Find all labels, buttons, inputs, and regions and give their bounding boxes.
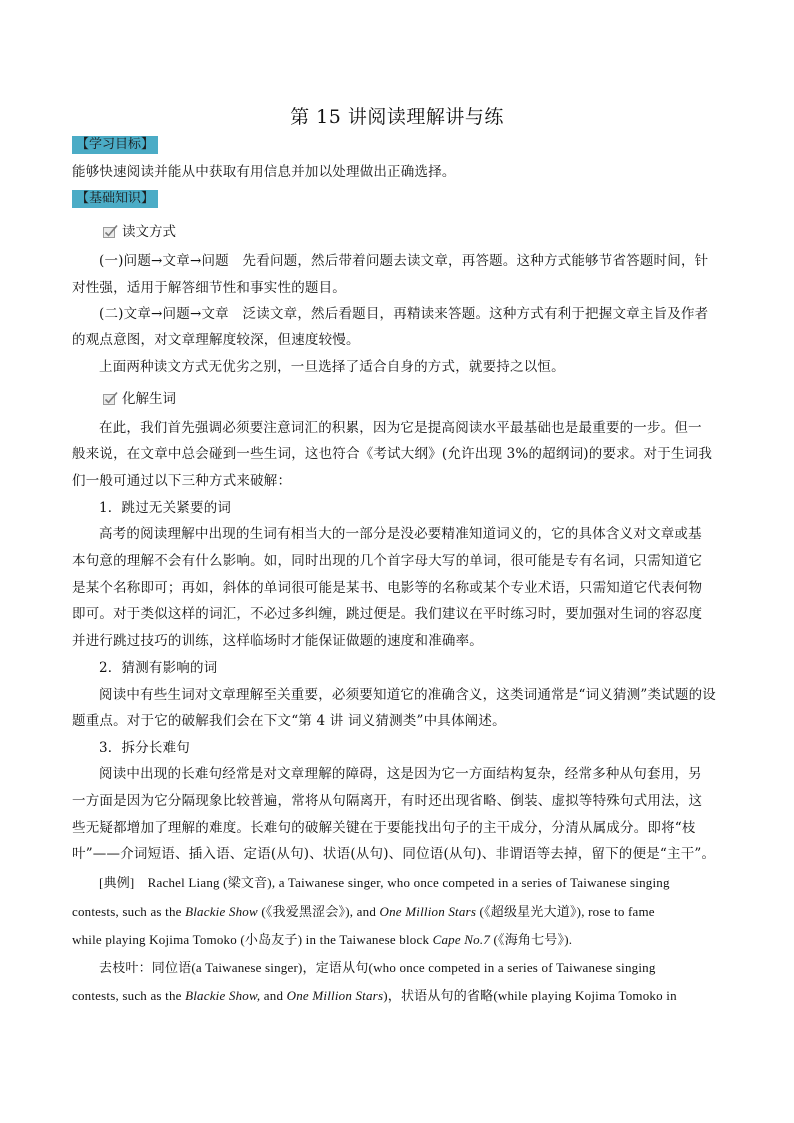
analysis-line: contests, such as the Blackie Show, and One Million Stars)，状语从句的省略(while playing Kojima Tomoko in	[72, 988, 677, 1003]
paragraph-line: (二)文章→问题→文章 泛读文章，然后看题目，再精读来答题。这种方式有利于把握文章主旨及作者	[99, 306, 709, 322]
paragraph-line: 阅读中出现的长难句经常是对文章理解的障碍，这是因为它一方面结构复杂，经常多种从句套用，另	[99, 766, 702, 782]
paragraph-line: 即可。对于类似这样的词汇，不必过多纠缠，跳过便是。我们建议在平时练习时，要加强对生词的容忍度	[72, 606, 703, 622]
paragraph-line: 在此，我们首先强调必须要注意词汇的积累，因为它是提高阅读水平最基础也是最重要的一步。但一	[99, 420, 702, 436]
page-title: 第 15 讲阅读理解讲与练	[290, 106, 504, 128]
example-line: [典例] Rachel Liang (梁文音), a Taiwanese singer, who once competed in a series of Taiwanese singing	[99, 875, 670, 890]
check-box-icon	[103, 224, 118, 238]
example-line: while playing Kojima Tomoko (小岛友子) in the Taiwanese block Cape No.7 (《海角七号》).	[72, 932, 573, 947]
learning-goal-tag: 【学习目标】	[72, 136, 158, 154]
learning-goal-text: 能够快速阅读并能从中获取有用信息并加以处理做出正确选择。	[72, 164, 456, 180]
example-line: contests, such as the Blackie Show (《我爱黑涩会》), and One Million Stars (《超级星光大道》), rose to fame	[72, 904, 655, 919]
paragraph-line: 般来说，在文章中总会碰到一些生词，这也符合《考试大纲》(允许出现 3%的超纲词)的要求。对于生词我	[72, 446, 713, 462]
subheading-new-words	[103, 389, 176, 409]
basic-knowledge-tag: 【基础知识】	[72, 190, 158, 208]
paragraph-line: 们一般可通过以下三种方式来破解：	[72, 473, 292, 489]
numbered-heading-2: 2．猜测有影响的词	[99, 660, 218, 676]
paragraph-line: 上面两种读文方式无优劣之别，一旦选择了适合自身的方式，就要持之以恒。	[99, 359, 565, 375]
paragraph-line: 是某个名称即可；再如，斜体的单词很可能是某书、电影等的名称或某个专业术语，只需知道它代表何物	[72, 580, 703, 596]
paragraph-line: 的观点意图，对文章理解度较深，但速度较慢。	[72, 332, 360, 348]
paragraph-line: 并进行跳过技巧的训练，这样临场时才能保证做题的速度和准确率。	[72, 633, 483, 649]
numbered-heading-3: 3．拆分长难句	[99, 740, 190, 756]
paragraph-line: 一方面是因为它分隔现象比较普遍，常将从句隔离开，有时还出现省略、倒装、虚拟等特殊句式用法，这	[72, 793, 703, 809]
subheading-label: 读文方式	[122, 224, 176, 240]
paragraph-line: 本句意的理解不会有什么影响。如，同时出现的几个首字母大写的单词，很可能是专有名词，只需知道它	[72, 553, 703, 569]
paragraph-line: 题重点。对于它的破解我们会在下文“第 4 讲 词义猜测类”中具体阐述。	[72, 713, 506, 729]
paragraph-line: 高考的阅读理解中出现的生词有相当大的一部分是没必要精准知道词义的，它的具体含义对文章或基	[99, 526, 702, 542]
paragraph-line: (一)问题→文章→问题 先看问题，然后带着问题去读文章，再答题。这种方式能够节省答题时间，针	[99, 253, 709, 269]
paragraph-line: 叶”——介词短语、插入语、定语(从句)、状语(从句)、同位语(从句)、非谓语等去掉，留下的便是“主干”。	[72, 846, 716, 862]
paragraph-line: 些无疑都增加了理解的难度。长难句的破解关键在于要能找出句子的主干成分，分清从属成分。即将“枝	[72, 820, 696, 836]
numbered-heading-1: 1．跳过无关紧要的词	[99, 500, 232, 516]
paragraph-line: 阅读中有些生词对文章理解至关重要，必须要知道它的准确含义，这类词通常是“词义猜测”类试题的设	[99, 687, 717, 703]
paragraph-line: 对性强，适用于解答细节性和事实性的题目。	[72, 280, 346, 296]
subheading-reading-method	[103, 222, 176, 242]
analysis-line: 去枝叶：同位语(a Taiwanese singer)，定语从句(who once competed in a series of Taiwanese singing	[99, 960, 656, 975]
check-box-icon	[103, 391, 118, 405]
subheading-label: 化解生词	[122, 391, 176, 407]
